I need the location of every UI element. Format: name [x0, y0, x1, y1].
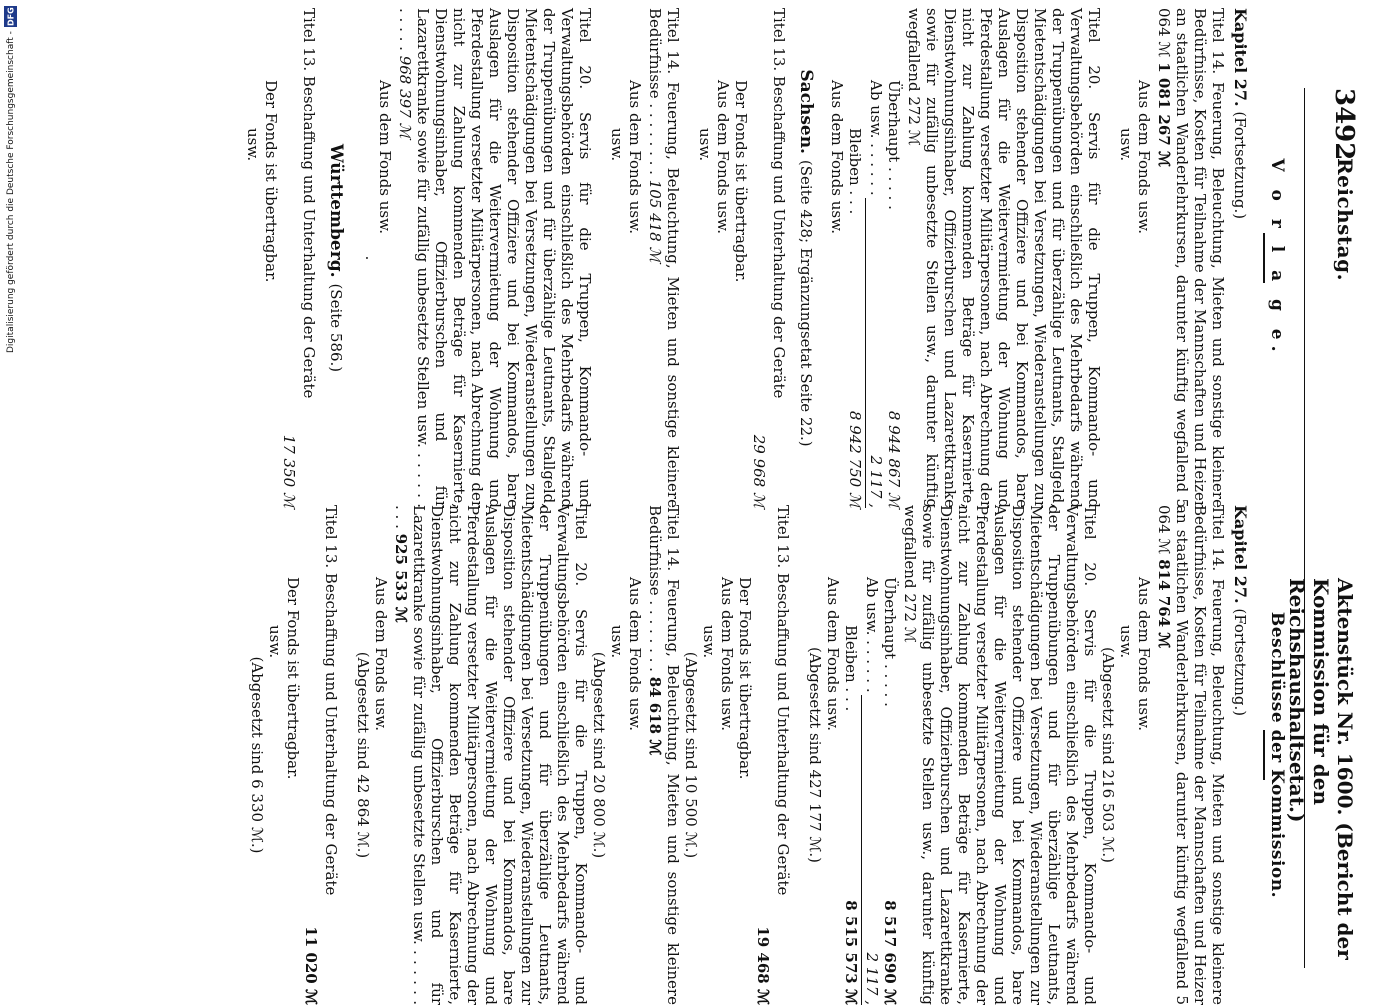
- sachsen-section-title: [796, 8, 816, 508]
- kapitel-heading: [1231, 505, 1249, 1005]
- fonds-note: Der Fonds ist übertragbar.: [732, 80, 750, 283]
- ab-row: [867, 8, 885, 508]
- row-label: Ab usw. . . . . . .: [863, 577, 881, 693]
- titel-text: Servis für die Truppen, Kommando- und Verwaltungsbehörden einschließlich des Mehrbedarfs während der Truppenübungen und für überzählige Leutnants, Mietentschädigungen bei Versetzungen, Wiederanstellungen zur Disposition stehender Offiziere und bei Kommandos, bare Auslagen für die Weitervermietung der Wohnung und Pferdestallung versetzter Militärpersonen, nach Abrechnung der nicht zur Zahlung kommenden Beträge für Kasernierte, Dienstwohnungsinhaber, Offizierburschen und Lazarettkranke sowie für zufällig unbesetzte Stellen usw., darunter künftig wegfallend 272 ℳ: [901, 505, 1099, 1005]
- abgesetzt-note: (Abgesetzt sind 427 177 ℳ.): [806, 646, 824, 864]
- header-title: Reichstag.: [1333, 158, 1357, 282]
- titel-label: Titel 13.: [300, 8, 318, 72]
- fonds-note: Aus dem Fonds usw.: [376, 80, 394, 234]
- row-label: Ab usw. . . . . . .: [867, 80, 885, 196]
- fonds-note: Aus dem Fonds usw.: [626, 80, 644, 234]
- sachsen-titel-20-entry: [396, 8, 594, 508]
- titel-text: Feuerung, Beleuchtung, Mieten und sonstige kleinere Bedürfnisse . . . . . . . .: [646, 505, 682, 1005]
- vorlage-heading: V o r l a g e.: [1267, 158, 1287, 358]
- titel-amount: 814 764 ℳ: [1155, 559, 1173, 649]
- bleiben-row: [846, 8, 864, 508]
- titel-text: Beschaffung und Unterhaltung der Geräte: [322, 572, 340, 896]
- fonds-note: Aus dem Fonds usw.: [372, 577, 390, 731]
- usw-note: usw.: [244, 128, 262, 162]
- titel-label: Titel 13.: [770, 8, 788, 72]
- fonds-note: Aus dem Fonds usw.: [1135, 577, 1153, 731]
- dfg-logo-badge: DFG: [6, 7, 16, 26]
- sachsen-titel-20-entry: [392, 505, 590, 1005]
- titel-text: Beschaffung und Unterhaltung der Geräte: [770, 75, 788, 399]
- fonds-note: Aus dem Fonds usw.: [718, 577, 736, 731]
- titel-amount: 17 350 ℳ: [280, 434, 298, 508]
- titel-amount: 1 081 267 ℳ: [1155, 62, 1173, 167]
- row-amount: 2 117 ,: [867, 455, 885, 508]
- wuerttemberg-titel-13-entry: [322, 505, 340, 1005]
- titel-amount: 19 468 ℳ: [754, 926, 772, 1005]
- header-subtitle: Aktenstück Nr. 1600. (Bericht der Kommission für den Reichshaushaltsetat.): [1285, 578, 1357, 960]
- row-label: Überhaupt . . . . .: [881, 577, 899, 707]
- usw-note: usw.: [266, 625, 284, 659]
- usw-note: usw.: [1117, 128, 1135, 162]
- row-label: Überhaupt . . . . .: [885, 80, 903, 210]
- row-amount: 8 515 573 ℳ: [842, 900, 860, 1005]
- usw-note: usw.: [608, 625, 626, 659]
- fonds-note: Aus dem Fonds usw.: [828, 80, 846, 234]
- titel-text: Feuerung, Beleuchtung, Mieten und sonstige kleinere Bedürfnisse, Kosten für Teilnahme der Mannschaften und Heizer an staatlichen Wanderlehrkursen, darunter künftig wegfallend 5 064 ℳ: [1155, 8, 1227, 508]
- beschluesse-heading: Beschlüsse der Kommission.: [1267, 611, 1287, 899]
- usw-note: usw.: [696, 128, 714, 162]
- row-label: Bleiben . . .: [846, 128, 864, 215]
- titel-text: Servis für die Truppen, Kommando- und Verwaltungsbehörden einschließlich des Mehrbedarfs während der Truppenübungen und für überzählige Leutnants, Stallgeld, Mietentschädigungen bei Versetzungen, Wiederanstellungen zur Disposition stehender Offiziere und bei Kommandos, bare Auslagen für die Weitervermietung der Wohnung und Pferdestallung versetzter Militärpersonen, nach Abrechnung der nicht zur Zahlung kommenden Beträge für Kasernierte, Dienstwohnungsinhaber, Offizierburschen und für Lazarettkranke sowie für zufällig unbesetzte Stellen usw. . . . . . . . . . . .: [396, 8, 594, 508]
- sachsen-titel-13-entry: [774, 505, 792, 1005]
- usw-note: usw.: [608, 128, 626, 162]
- kapitel-heading: [1231, 8, 1249, 508]
- titel-14-entry: [1155, 8, 1227, 508]
- beschluesse-column: [248, 505, 1295, 1005]
- section-note: (Seite 586.): [327, 283, 345, 373]
- page-number: 3492: [1329, 88, 1359, 161]
- titel-amount: 29 968 ℳ: [750, 434, 768, 508]
- wuerttemberg-titel-13-entry: [300, 8, 318, 508]
- vorlage-column: [244, 8, 1295, 508]
- ueberhaupt-row: [885, 8, 903, 508]
- titel-text: Feuerung, Beleuchtung, Mieten und sonstige kleinere Bedürfnisse, Kosten für Teilnahme der Mannschaften und Heizer an staatlichen Wanderlehrkursen, darunter künftig wegfallend 5 064 ℳ: [1155, 505, 1227, 1005]
- titel-label: Titel 20.: [572, 505, 590, 587]
- abgesetzt-note: (Abgesetzt sind 216 503 ℳ.): [1099, 646, 1117, 864]
- heading-rule: [1263, 233, 1265, 283]
- section-name: Württemberg.: [326, 143, 346, 278]
- titel-amount: 925 533 ℳ: [392, 533, 410, 623]
- row-amount: 8 942 750 ℳ: [846, 410, 864, 508]
- sachsen-titel-14-entry: [646, 8, 682, 508]
- fonds-note: Der Fonds ist übertragbar.: [284, 577, 302, 780]
- titel-14-entry: [1155, 505, 1227, 1005]
- titel-amount: 11 020 ℳ: [302, 926, 320, 1005]
- kapitel-note: (Fortsetzung.): [1231, 608, 1249, 717]
- titel-text: Feuerung, Beleuchtung, Mieten und sonstige kleinere Bedürfnisse . . . . . . . .: [646, 8, 682, 508]
- fonds-note: Der Fonds ist übertragbar.: [736, 577, 754, 780]
- abgesetzt-note: (Abgesetzt sind 6 330 ℳ.): [248, 656, 266, 854]
- abgesetzt-note: (Abgesetzt sind 10 500 ℳ.): [682, 651, 700, 859]
- ab-row: [863, 505, 881, 1005]
- heading-rule: [1263, 730, 1265, 780]
- fonds-note: Aus dem Fonds usw.: [714, 80, 732, 234]
- row-amount: 8 517 690 ℳ: [881, 900, 899, 1005]
- titel-label: Titel 14.: [664, 505, 682, 572]
- titel-label: Titel 20.: [576, 8, 594, 90]
- titel-text: Beschaffung und Unterhaltung der Geräte: [774, 572, 792, 896]
- abgesetzt-note: (Abgesetzt sind 42 864 ℳ.): [354, 651, 372, 859]
- digitization-credit: [0, 0, 22, 1000]
- bleiben-row: [842, 505, 860, 1005]
- titel-amount: 968 397 ℳ: [396, 55, 414, 139]
- fonds-note: Aus dem Fonds usw.: [1135, 80, 1153, 234]
- titel-label: Titel 13.: [774, 505, 792, 569]
- kapitel-number: Kapitel 27.: [1231, 8, 1250, 107]
- titel-label: Titel 14.: [664, 8, 682, 75]
- titel-amount: 84 618 ℳ: [646, 676, 664, 756]
- sachsen-titel-14-entry: [646, 505, 682, 1005]
- titel-text: Beschaffung und Unterhaltung der Geräte: [300, 75, 318, 399]
- abgesetzt-note: (Abgesetzt sind 20 800 ℳ.): [590, 651, 608, 859]
- page-header: [1285, 88, 1365, 968]
- usw-note: usw.: [1117, 625, 1135, 659]
- titel-label: Titel 14.: [1209, 505, 1227, 572]
- titel-20-entry: [901, 505, 1099, 1005]
- titel-label: Titel 14.: [1209, 8, 1227, 75]
- wuerttemberg-section-title: [326, 8, 346, 508]
- titel-text: Servis für die Truppen, Kommando- und Verwaltungsbehörden einschließlich des Mehrbedarfs während der Truppenübungen und für überzählige Leutnants, Mietentschädigungen bei Versetzungen, Wiederanstellungen zur Disposition stehender Offiziere und bei Kommandos, bare Auslagen für die Weitervermietung der Wohnung und Pferdestallung versetzter Militärpersonen, nach Abrechnung der nicht zur Zahlung kommenden Beträge für Kasernierte, Dienstwohnungsinhaber, Offizierburschen und für Lazarettkranke sowie für zufällig unbesetzte Stellen usw. . . . . . . . . .: [392, 505, 590, 1005]
- titel-label: Titel 20.: [1085, 8, 1103, 90]
- usw-note: usw.: [700, 625, 718, 659]
- separator-dot: ·: [358, 255, 376, 261]
- row-amount: 8 944 867 ℳ: [885, 410, 903, 508]
- sum-rule: [865, 198, 866, 508]
- titel-20-entry: [905, 8, 1103, 508]
- fonds-note: Der Fonds ist übertragbar.: [262, 80, 280, 283]
- section-note: (Seite 428; Ergänzungsetat Seite 22.): [797, 159, 815, 447]
- row-label: Bleiben . . .: [842, 625, 860, 712]
- fonds-note: Aus dem Fonds usw.: [626, 577, 644, 731]
- kapitel-number: Kapitel 27.: [1231, 505, 1250, 604]
- titel-label: Titel 13.: [322, 505, 340, 569]
- titel-amount: 105 418 ℳ: [646, 179, 664, 263]
- sum-rule: [861, 695, 862, 1005]
- row-amount: 2 117 ,: [863, 952, 881, 1005]
- titel-label: Titel 20.: [1081, 505, 1099, 587]
- fonds-note: Aus dem Fonds usw.: [824, 577, 842, 731]
- ueberhaupt-row: [881, 505, 899, 1005]
- titel-text: Servis für die Truppen, Kommando- und Verwaltungsbehörden einschließlich des Mehrbedarfs während der Truppenübungen und für überzählige Leutnants, Stallgeld, Mietentschädigungen bei Versetzungen, Wiederanstellungen zur Disposition stehender Offiziere und bei Kommandos, bare Auslagen für die Weitervermietung der Wohnung und Pferdestallung versetzter Militärpersonen, nach Abrechnung der nicht zur Zahlung kommenden Beträge für Kasernierte, Dienstwohnungsinhaber, Offizierburschen und Lazarettkranke sowie für zufällig unbesetzte Stellen usw., darunter künftig wegfallend 272 ℳ: [905, 8, 1103, 508]
- credit-text: Digitalisierung gefördert durch die Deutsche Forschungsgemeinschaft -: [6, 30, 16, 353]
- section-name: Sachsen.: [796, 69, 816, 154]
- sachsen-titel-13-entry: [770, 8, 788, 508]
- kapitel-note: (Fortsetzung.): [1231, 111, 1249, 220]
